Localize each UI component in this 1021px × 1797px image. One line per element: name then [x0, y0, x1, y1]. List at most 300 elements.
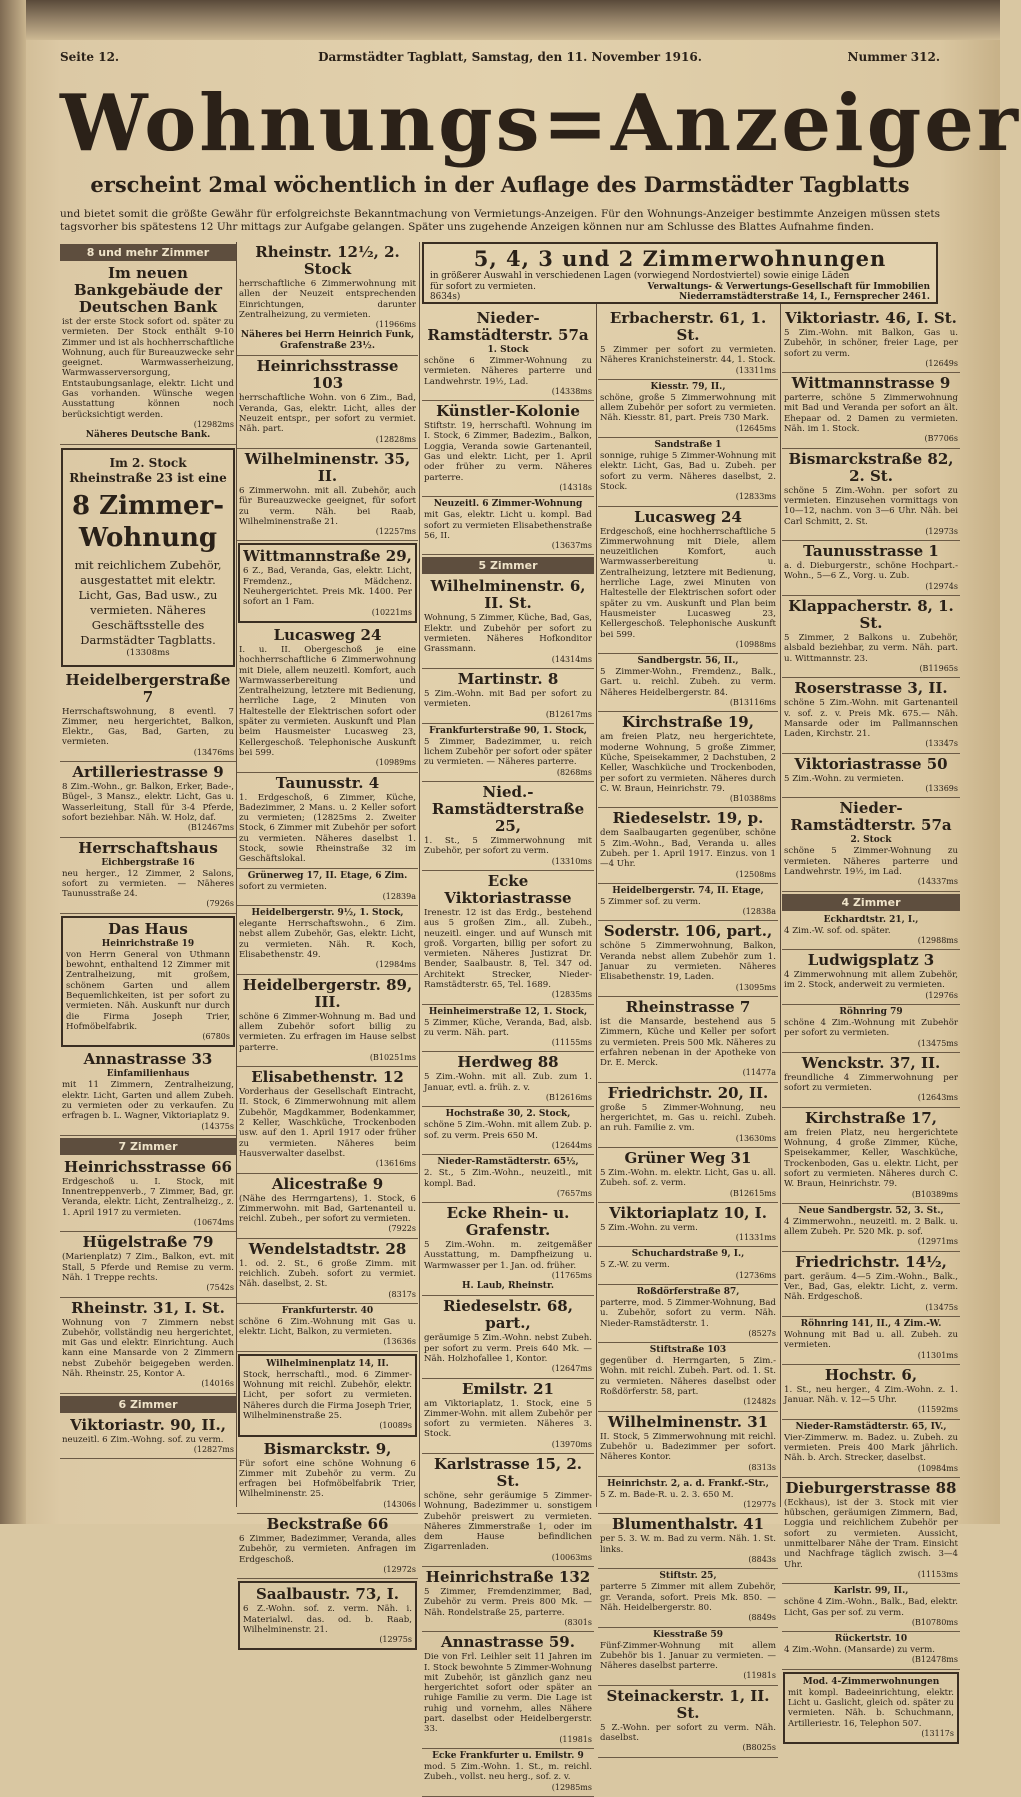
listing-heading: Frankfurterstraße 90, 1. Stock, [429, 725, 587, 736]
listing-heading: Heidelbergerstr. 89, III. [242, 975, 413, 1011]
listing-code: (12982ms [193, 419, 234, 429]
listing-text: am Viktoriaplatz, 1. Stock, eine 5 Zimmer-Wohn. mit allem Zubehör per sofort zu vermieten. Näheres 3. Stock. [424, 1398, 592, 1440]
listing-text: schöne 6 Zimmer-Wohnung m. Bad und allem Zubehör sofort billig zu vermieten. Zu erfragen im Hause selbst parterre. [239, 1011, 416, 1053]
listing [422, 1749, 594, 1797]
listing-text: schöne 4 Zim.-Wohnung mit Zubehör per sofort zu vermieten. [784, 1017, 958, 1039]
listing-text: 4 Zim.-Wohn. (Mansarde) zu verm. [784, 1645, 936, 1656]
listing-heading: Wittmannstrasse 9 [791, 374, 951, 393]
listing-heading: Frankfurterstr. 40 [281, 1305, 374, 1316]
listing [422, 724, 594, 782]
listing [422, 1005, 594, 1053]
featured-intro: Im 2. Stock Rheinstraße 23 ist eine [69, 456, 227, 486]
listing-text: 5 Zimmer, Fremdenzimmer, Bad, Zubehör zu verm. Preis 800 Mk. — Näh. Rondelstraße 25, parterre. [424, 1587, 592, 1618]
listing [422, 1052, 594, 1107]
listing-heading: Nieder-Ramstädterstr. 65½, [437, 1157, 579, 1168]
listing-text: Stiftstr. 19, herrschaftl. Wohnung im I. Stock, 6 Zimmer, Badezim., Balkon, Loggia, Veranda sowie Gartenanteil, Gas und elektr. Licht, per 1. April oder früher zu verm. Näheres parterre. [424, 421, 592, 483]
listing-code: (11155ms [551, 1038, 592, 1048]
listing-text: 6 Zimmerwohn. mit all. Zubehör, auch für Bureauzwecke geeignet, für sofort zu verm. Näh. bei Raab, Wilhelminenstraße 21. [239, 485, 416, 527]
listing-text: schöne 4 Zim.-Wohn., Balk., Bad, elektr. Licht, Gas per sof. zu verm. [784, 1597, 958, 1618]
listing-heading: Heidelbergerstraße 7 [65, 670, 231, 706]
listing [598, 1083, 778, 1148]
banner-ad [422, 242, 938, 304]
listing [598, 1285, 778, 1343]
listing-heading: Lucasweg 24 [273, 625, 382, 644]
dateline: Darmstädter Tagblatt, Samstag, den 11. November 1916. [318, 50, 702, 64]
listing-text: mit Gas, elektr. Licht u. kompl. Bad sofort zu vermieten Elisabethenstraße 56, II. [424, 510, 592, 541]
listing-code: (12977s [743, 1500, 776, 1510]
listing [422, 669, 594, 724]
listing-heading: Roßdörferstraße 87, [636, 1287, 740, 1297]
listing [782, 373, 960, 448]
listing-code: (13310ms [551, 856, 592, 866]
listing-heading: Heinrichstraße 132 [425, 1568, 591, 1587]
listing-text: ist der erste Stock sofort od. später zu vermieten. Der Stock enthält 9-10 Zimmer und ist als hochherrschaftliche Wohnung, auch für Bureauzwecke sehr geeignet. Warmwasserheizung, Warmwasserversorgung, Entstaubungsanlage, elektr. Licht und Gas vorhanden. Wünsche wegen Ausstattung können noch berücksichtigt werden. [62, 317, 234, 420]
listing [60, 1049, 236, 1135]
listing-code: (10221ms [371, 607, 412, 617]
listing [782, 1317, 960, 1365]
listing-heading: Sandbergstr. 56, II., [637, 656, 739, 667]
listing [237, 975, 418, 1067]
listing-code: (B7706s [924, 434, 958, 444]
listing-heading: Lucasweg 24 [634, 507, 742, 526]
listing-heading: Karlstr. 99, II., [833, 1586, 909, 1597]
listing-code: (12833ms [735, 492, 776, 502]
listing-text: Vier-Zimmerw. m. Badez. u. Zubeh. zu vermieten. Preis 400 Mark jährlich. Näh. b. Arch. Strecker, daselbst. [784, 1432, 958, 1464]
listing-text: geräumige 5 Zim.-Wohn. nebst Zubeh. per sofort zu verm. Preis 640 Mk. — Näh. Holzhofallee 1, Kontor. [424, 1333, 592, 1364]
listing-text: II. Stock, 5 Zimmerwohnung mit reichl. Zubehör u. Badezimmer per sofort. Näheres Kontor. [600, 1431, 776, 1463]
listing-boxed [783, 1672, 959, 1744]
featured-text: mit reichlichem Zubehör, ausgestattet mit elektr. Licht, Gas, Bad usw., zu vermieten. Näheres Geschäftsstelle des Darmstädter Tagblatts. [74, 558, 222, 648]
banner-line1: in größerer Auswahl in verschiedenen Lagen (vorwiegend Nordostviertel) sowie einige Läden [430, 271, 850, 281]
page-left-edge [0, 0, 26, 1524]
listing [60, 1157, 236, 1232]
listing-heading: Röhnring 141, II., 4 Zim.-W. [800, 1318, 942, 1329]
listing-heading: Beckstraße 66 [266, 1515, 389, 1534]
page-number: Seite 12. [60, 50, 120, 64]
listing-heading: Annastrasse 59. [441, 1633, 575, 1652]
listing-text: (Marienplatz) 7 Zim., Balkon, evt. mit Stall, 5 Pferde und Remise zu verm. Näh. 1 Treppe rechts. [62, 1252, 234, 1283]
listing-text: mit 11 Zimmern, Zentralheizung, elektr. Licht, Garten und allem Zubeh. zu vermieten oder zu verkaufen. Zu erfragen b. L. Wagner, Viktoriaplatz 9. [62, 1080, 234, 1122]
listing [60, 1415, 236, 1460]
listing-heading: Das Haus [108, 919, 188, 938]
listing-text: 4 Zimmerwohnung mit allem Zubehör, im 2. Stock, anderweit zu vermieten. [784, 970, 958, 991]
page-subtitle: erscheint 2mal wöchentlich in der Auflage des Darmstädter Tagblatts [90, 172, 910, 197]
listing-heading: Heidelbergerstr. 9½, 1. Stock, [251, 908, 404, 919]
listing-heading: Ecke Frankfurter u. Emilstr. 9 [432, 1750, 584, 1761]
listing-text: parterre 5 Zimmer mit allem Zubehör, gr. Veranda, sofort. Preis Mk. 850. — Näh. Heidelbergerstr. 80. [600, 1582, 776, 1613]
listing-text: 5 Zim.-Wohn. m. elektr. Licht, Gas u. all. Zubeh. sof. z. verm. [600, 1167, 776, 1189]
listing-code: (13311ms [735, 365, 776, 375]
listing-heading: Wilhelminenplatz 14, II. [266, 1358, 389, 1369]
listing-code: (12827ms [193, 1444, 234, 1454]
listing-heading: Heinheimerstraße 12, 1. Stock, [428, 1006, 588, 1017]
listing [422, 497, 594, 555]
listing-heading: Kiesstr. 79, II., [650, 381, 726, 392]
listing-heading: Heinrichsstrasse 103 [256, 357, 399, 393]
listing-code: (B13116ms [729, 698, 776, 708]
listing [598, 1477, 778, 1515]
listing-code: (12257ms [375, 527, 416, 537]
listing [782, 541, 960, 596]
listing-heading: Herdweg 88 [457, 1053, 559, 1072]
listing-text: am freien Platz, neu hergerichtete, moderne Wohnung, 5 große Zimmer, Küche, Speisekammer, 2 Dachstuben, 2 Keller, Waschküche und Trockenboden, per sofort zu vermieten. Näheres durch C. W. Braun, Heinrichstr. 79. [600, 732, 776, 794]
listing-code: (12838a [742, 907, 776, 917]
listing [782, 1632, 960, 1670]
listing-code: (8313s [748, 1462, 776, 1472]
listing [237, 1067, 418, 1173]
listing-text: neuzeitl. 6 Zim.-Wohng. sof. zu verm. [62, 1434, 224, 1445]
page-top-edge [0, 0, 1000, 40]
listing-text: 5 Zim.-Wohn. m. zeitgemäßer Ausstattung, m. Dampfheizung u. Warmwasser per 1. Jan. od. früher. [424, 1240, 592, 1271]
listing-heading: Künstler-Kolonie [436, 402, 580, 421]
listing [422, 1155, 594, 1203]
section-header-5-rooms: 5 Zimmer [422, 557, 594, 574]
listing [782, 1252, 960, 1317]
listing [422, 308, 594, 401]
listing-heading: Heinrichsstrasse 66 [64, 1157, 232, 1176]
listing-heading: Nieder-Ramstädterstr. 57a [427, 309, 589, 344]
listing [598, 1247, 778, 1285]
listing [598, 654, 778, 712]
listing [237, 1304, 418, 1352]
listing-heading: Soderstr. 106, part., [603, 922, 773, 941]
listing-heading: Blumenthalstr. 41 [611, 1515, 765, 1534]
listing [422, 871, 594, 1005]
listing-code: (11331ms [735, 1233, 776, 1243]
listing-code: (7542s [206, 1283, 234, 1293]
listing-text: parterre, schöne 5 Zimmerwohnung mit Bad und Veranda per sofort an ält. Ehepaar od. 2 Damen zu vermieten. Näh. im 1. Stock. [784, 393, 958, 435]
listing-code: (12647ms [551, 1364, 592, 1374]
listing-heading: Eckhardtstr. 21, I., [823, 914, 919, 925]
listing-text: mit kompl. Badeeinrichtung, elektr. Licht u. Gaslicht, gleich od. später zu vermieten. Näh. b. Schuchmann, Artilleriestr. 16, Telephon 507. [788, 1687, 954, 1729]
listing [60, 670, 236, 762]
listing-text: 4 Zimmerwohn., neuzeitl. m. 2 Balk. u. allem Zubeh. Pr. 520 Mk. p. sof. [784, 1216, 958, 1238]
section-header-4-rooms: 4 Zimmer [782, 894, 960, 911]
listing [782, 950, 960, 1005]
listing-heading: Stiftstraße 103 [649, 1345, 727, 1356]
listing-heading: Wilhelminenstr. 31 [607, 1412, 769, 1431]
listing-code: (13476ms [193, 747, 234, 757]
listing [422, 1379, 594, 1454]
listing-heading: Im neuen Bankgebäude der Deutschen Bank [73, 264, 223, 316]
listing-heading: Rückertstr. 10 [834, 1634, 908, 1645]
banner-line2-left: für sofort zu vermieten. [430, 281, 536, 292]
listing-heading: Grünerweg 17, II. Etage, 6 Zim. [247, 870, 408, 881]
listing [598, 808, 778, 883]
listing-code: (B8025s [742, 1743, 776, 1753]
listing-heading: Hochstr. 6, [824, 1365, 918, 1384]
listing-text: 5 Zimmer sof. zu verm. [600, 896, 701, 907]
listing-text: freundliche 4 Zimmerwohnung per sofort zu vermieten. [784, 1072, 958, 1094]
listing-text: Irenestr. 12 ist das Erdg., bestehend aus 5 großen Zim., all. Zubeh., neuzeitl. einger. und auf Wunsch mit groß. Vorgarten, billig per sofort zu vermieten. Näheres Justizrat Dr. Bender, Saalbaustr. 8, Tel. 347 od. Architekt Strecker, Nieder-Ramstädterstr. 65, Tel. 1689. [424, 907, 592, 990]
banner-code: 8634s) [430, 292, 461, 302]
column-2 [237, 242, 418, 1645]
listing [598, 1148, 778, 1203]
listing-code: (11592ms [917, 1405, 958, 1415]
listing-text: 5 Zimmer per sofort zu vermieten. Näheres Kranichsteinerstr. 44, 1. Stock. [600, 345, 776, 366]
listing-code: (B12616ms [545, 1093, 592, 1103]
listing-code: (11301ms [917, 1350, 958, 1360]
listing-text: Wohnung, 5 Zimmer, Küche, Bad, Gas, Elektr. und Zubehör per sofort zu vermieten. Näheres Hofkonditor Grassmann. [424, 613, 592, 655]
listing-code: (13308ms [126, 648, 170, 659]
listing-text: 1. od. 2. St., 6 große Zimm. mit reichlich. Zubeh. sofort zu vermiet. Näh. daselbst, 2. St. [239, 1258, 416, 1290]
column-rule [419, 242, 420, 1507]
listing-text: schöne, sehr geräumige 5 Zimmer-Wohnung, Badezimmer u. sonstigem Zubehör preiswert zu vermieten. Näheres Zimmerstraße 1, oder im dem Hause befindlichen Zigarrenladen. [424, 1491, 592, 1553]
listing-text: 5 Zim.-Wohn. zu verm. [600, 1222, 698, 1233]
listing-text: von Herrn General von Uthmann bewohnt, enthaltend 12 Zimmer mit Zentralheizung, mit großem, schönem Garten und allem Bequemlichkeiten, ist per sofort zu vermieten. Näh. Auskunft nur durch die Firma Joseph Trier, Hofmöbelfabrik. [66, 949, 230, 1032]
listing-heading: Dieburgerstrasse 88 [785, 1478, 957, 1497]
listing-contact: H. Laub, Rheinstr. [461, 1281, 555, 1292]
listing-heading: Neuzeitl. 6 Zimmer-Wohnung [433, 499, 583, 510]
listing-heading: Elisabethenstr. 12 [251, 1068, 404, 1087]
listing-heading: Herrschaftshaus [78, 838, 218, 857]
listing [782, 913, 960, 951]
listing-heading: Wittmannstraße 29, [243, 547, 412, 566]
banner-line2-right: Verwaltungs- & Verwertungs-Gesellschaft für Immobilien [647, 281, 930, 292]
listing-code: (13117s [921, 1728, 954, 1738]
listing-text: a. d. Dieburgerstr., schöne Hochpart.-Wohn., 5—6 Z., Vorg. u. Zub. [784, 561, 958, 582]
listing-text: sofort zu vermieten. [239, 881, 327, 892]
listing-heading: Taunusstr. 4 [275, 773, 380, 792]
listing-text: 4 Zim.-W. sof. od. später. [784, 925, 891, 936]
listing-code: (13095ms [735, 982, 776, 992]
listing [422, 782, 594, 871]
listing-heading: Steinackerstr. 1, II. St. [606, 1686, 770, 1722]
listing-code: (14016s [201, 1379, 234, 1389]
listing [782, 1005, 960, 1053]
listing-text: ist die Mansarde, bestehend aus 5 Zimmern, Küche und Keller per sofort zu vermieten. Preis 500 Mk. Näheres zu erfahren nebenan in der Apotheke von Dr. E. Merck. [600, 1016, 776, 1069]
listing [422, 401, 594, 497]
listing [237, 356, 418, 448]
listing-heading: Riedeselstr. 68, part., [443, 1297, 573, 1333]
listing-code: (B12617ms [545, 709, 592, 719]
listing-code: (10988ms [735, 639, 776, 649]
listing-code: (8317s [388, 1289, 416, 1299]
listing [598, 380, 778, 438]
listing [598, 1203, 778, 1248]
column-rule [596, 242, 597, 1507]
featured-listing [61, 448, 235, 666]
listing-text: 5 Zim.-Wohn. zu vermieten. [784, 773, 904, 784]
listing-text: 5 Zim.-Wohn. mit Balkon, Gas u. Zubehör, in schöner, freier Lage, per sofort zu verm. [784, 328, 958, 359]
listing [598, 712, 778, 808]
listing-boxed [238, 543, 417, 622]
listing-code: (8527s [748, 1328, 776, 1338]
listing-heading: Wilhelminenstr. 6, II. St. [430, 577, 586, 613]
listing [782, 1584, 960, 1632]
listing [782, 1478, 960, 1584]
listing-code: (B10251ms [369, 1052, 416, 1062]
listing-heading: Wendelstadtstr. 28 [248, 1239, 407, 1258]
listing-code: (11477a [742, 1068, 776, 1078]
listing-text: 1. St., 5 Zimmerwohnung mit Zubehör, per sofort zu verm. [424, 836, 592, 857]
listing-heading: Hügelstraße 79 [82, 1233, 214, 1252]
listing-code: (10089s [379, 1421, 412, 1431]
listing-code: (10674ms [193, 1218, 234, 1228]
listing-text: 5 Zimmer, Küche, Veranda, Bad, alsb. zu verm. Näh. part. [424, 1017, 592, 1038]
listing [598, 884, 778, 922]
listing-text: gegenüber d. Herrngarten, 5 Zim.-Wohn. mit reichl. Zubeh. Part. od. 1. St. zu vermieten. Näheres daselbst oder Roßdörferstr. 58, part. [600, 1356, 776, 1398]
listing [60, 762, 236, 837]
listing [782, 1420, 960, 1478]
column-1 [60, 242, 236, 1512]
listing [782, 678, 960, 753]
listing-code: (12972s [383, 1564, 416, 1574]
listing-text: mod. 5 Zim.-Wohn. 1. St., m. reichl. Zubeh., vollst. neu herg., sof. z. v. [424, 1761, 592, 1783]
listing-code: (B10389ms [911, 1189, 958, 1199]
listing [237, 1514, 418, 1579]
listing [598, 1628, 778, 1686]
listing-heading: Alicestraße 9 [271, 1174, 384, 1193]
listing-text: 5 Zimmer-Wohn., Fremdenz., Balk., Gart. u. reichl. Zubeh. zu verm. Näheres Heidelbergerstr. 84. [600, 667, 776, 698]
listing-text: 5 Z. m. Bade-R. u. 2. 3. 650 M. [600, 1489, 734, 1500]
listing-text: schöne 5 Zim.-Wohn. mit allem Zub. p. sof. zu verm. Preis 650 M. [424, 1120, 592, 1141]
listing-code: (B10388ms [729, 794, 776, 804]
listing-text: 6 Z.-Wohn. sof. z. verm. Näh. i. Materialwl. das. od. b. Raab, Wilhelminenstr. 21. [243, 1604, 412, 1635]
listing [422, 1567, 594, 1632]
listing [782, 798, 960, 891]
listing-boxed [238, 1354, 417, 1437]
listing-code: (6780s [202, 1032, 230, 1042]
listing-text: elegante Herrschaftswohn., 6 Zim. nebst allem Zubehör, Gas, elektr. Licht, zu vermieten. Näh. R. Koch, Elisabethenstr. 49. [239, 919, 416, 961]
listing-heading: Nieder-Ramstädterstr. 57a [790, 799, 952, 835]
listing-heading: Rheinstr. 12½, 2. Stock [255, 243, 400, 278]
listing-heading: Grüner Weg 31 [624, 1148, 752, 1167]
listing-code: (12988ms [917, 935, 958, 945]
listing [237, 242, 418, 356]
listing-code: (13970ms [551, 1439, 592, 1449]
listing-heading: Viktoriastr. 46, I. St. [785, 309, 957, 327]
listing-text: herrschaftliche Wohn. von 6 Zim., Bad, Veranda, Gas, elektr. Licht, alles der Neuzeit entspr., per sofort zu vermiet. Näh. part. [239, 393, 416, 435]
listing-text: schöne 5 Zimmerwohnung, Balkon, Veranda nebst allem Zubehör zum 1. Januar zu vermieten. Näheres Elisabethenstr. 19, Laden. [600, 941, 776, 983]
listing-heading: Sandstraße 1 [654, 440, 722, 451]
listing-code: (11153ms [917, 1569, 958, 1579]
listing-heading: Ecke Viktoriastrasse [444, 871, 572, 907]
listing-heading: Neue Sandbergstr. 52, 3. St., [798, 1205, 944, 1216]
listing [237, 1439, 418, 1514]
listing-text: 8 Zim.-Wohn., gr. Balkon, Erker, Bade-, Bügel-, 3 Mansz., elektr. Licht, Gas u. Wasserleitung, Stall für 3-4 Pferde, sofort beziehbar. Näh. W. Holz, daf. [62, 782, 234, 823]
listing-heading: Riedeselstr. 19, p. [612, 809, 764, 828]
listing-text: schöne 6 Zim.-Wohnung mit Gas u. elektr. Licht, Balkon, zu vermieten. [239, 1316, 416, 1338]
listing-heading: Kiesstraße 59 [652, 1629, 724, 1640]
listing-boxed [238, 1581, 417, 1650]
column-4 [598, 308, 778, 1753]
listing-heading: Wenckstr. 37, II. [801, 1053, 941, 1072]
listing [422, 1632, 594, 1749]
column-3 [422, 308, 594, 1792]
banner-address: Niederramstädterstraße 14, I., Fernsprecher 2461. [679, 292, 930, 302]
listing-text: herrschaftliche 6 Zimmerwohnung mit allen der Neuzeit entsprechenden Einrichtungen, darunter Zentralheizung, zu vermieten. [239, 279, 416, 320]
column-5 [782, 308, 960, 1738]
listing [782, 1365, 960, 1420]
listing [598, 308, 778, 380]
listing [422, 1296, 594, 1378]
listing-heading: Artilleriestrasse 9 [72, 763, 224, 782]
listing-code: (14375s [201, 1121, 234, 1131]
listing-heading: Hochstraße 30, 2. Stock, [445, 1109, 571, 1120]
listing [598, 997, 778, 1083]
listing-text: parterre, mod. 5 Zimmer-Wohnung, Bad u. Zubehör, sofort zu verm. Näh. Nieder-Ramstädterstr. 1. [600, 1298, 776, 1329]
listing-text: 5 Zim.-Wohn. mit Bad per sofort zu vermieten. [424, 688, 592, 710]
listing [782, 1053, 960, 1108]
listing-text: 5 Zim.-Wohn. mit all. Zub. zum 1. Januar, evtl. a. früh. z. v. [424, 1072, 592, 1093]
listing [237, 773, 418, 869]
listing-text: neu herger., 12 Zimmer, 2 Salons, sofort zu vermieten. — Näheres Taunusstraße 24. [62, 868, 234, 900]
listing-text: am freien Platz, neu hergerichtete Wohnung, 4 große Zimmer, Küche, Speisekammer, Keller, Waschküche, Trockenboden, Gas u. elektr. Licht, per sofort zu vermieten. Näheres durch C. W. Braun, Heinrichstr. 79. [784, 1127, 958, 1190]
listing-code: (14318s [559, 482, 592, 492]
listing-text: part. geräum. 4—5 Zim.-Wohn., Balk., Ver., Bad, Gas, elektr. Licht, z. verm. Näh. Erdgeschoß. [784, 1271, 958, 1303]
listing [237, 449, 418, 541]
listing-text: 5 Z.-W. zu verm. [600, 1260, 670, 1271]
listing-boxed [61, 916, 235, 1048]
listing-text: 5 Zimmer, 2 Balkons u. Zubehör, alsbald beziehbar, zu verm. Näh. part. u. Wittmannstr. 23. [784, 633, 958, 664]
listing-subheading: Einfamilienhaus [106, 1069, 190, 1080]
banner-row [430, 282, 930, 293]
listing-heading: Viktoriastrasse 50 [794, 754, 948, 773]
listing-heading: Schuchardstraße 9, I., [631, 1249, 745, 1260]
listing-code: (11981s [559, 1734, 592, 1744]
listing-heading: Bismarckstraße 82, 2. St. [788, 449, 954, 485]
listing-text: schöne, große 5 Zimmerwohnung mit allem Zubehör per sofort zu vermieten. Näh. Kiesstr. 81, part. Preis 730 Mark. [600, 392, 776, 424]
listing-subheading: Heinrichstraße 19 [101, 938, 195, 949]
listing-contact: Näheres bei Herrn Heinrich Funk, Grafenstraße 23½. [240, 330, 415, 352]
listing [598, 1514, 778, 1569]
listing-heading: Heidelbergerstr. 74, II. Etage, [612, 885, 764, 896]
listing [422, 1107, 594, 1155]
listing-code: (12974s [925, 581, 958, 591]
listing-contact: Näheres Deutsche Bank. [85, 430, 211, 441]
listing [598, 921, 778, 996]
listing-code: (12736ms [735, 1270, 776, 1280]
listing-text: Herrschaftswohnung, 8 eventl. 7 Zimmer, neu hergerichtet, Balkon, Elektr., Gas, Bad, Garten, zu vermieten. [62, 706, 234, 748]
listing-text: große 5 Zimmer-Wohnung, neu hergerichtet, m. Gas u. reichl. Zubeh. an ruh. Familie z. vm. [600, 1102, 776, 1134]
page-title: Wohnungs=Anzeiger [60, 78, 1021, 169]
listing-code: (11966ms [375, 320, 416, 330]
listing [598, 1569, 778, 1627]
listing [60, 263, 236, 445]
listing-code: (12835ms [551, 990, 592, 1000]
listing [60, 838, 236, 914]
banner-row-2 [430, 292, 930, 303]
listing-heading: Taunusstrasse 1 [803, 542, 939, 561]
listing-code: (10989ms [375, 758, 416, 768]
featured-heading: 8 Zimmer-Wohnung [71, 491, 225, 554]
listing-heading: Rheinstrasse 7 [625, 997, 751, 1016]
listing [237, 625, 418, 773]
intro-text: und bietet somit die größte Gewähr für erfolgreichste Bekanntmachung von Vermietungs-Anzeigen. Für den Wohnungs-Anzeiger bestimmte Anzeigen müssen stets tagsvorher bis spätestens 12 Uhr mittags zur Aufgabe gelangen. Später uns zugehende Anzeigen können nur am Schlusse des Blattes Aufnahme finden. [60, 208, 940, 233]
listing-code: (12984ms [375, 960, 416, 970]
listing-text: 1. St., neu herger., 4 Zim.-Wohn. z. 1. Januar. Näh. v. 12—5 Uhr. [784, 1384, 958, 1406]
listing-code: (12839a [382, 891, 416, 901]
listing-text: schöne 5 Zimmer-Wohnung zu vermieten. Näheres parterre und Landwehrstr. 19½, im Lad. [784, 846, 958, 877]
listing-code: (12644ms [551, 1140, 592, 1150]
listing-code: (12482s [743, 1397, 776, 1407]
listing-code: (13475ms [917, 1038, 958, 1048]
listing-code: (B10780ms [911, 1617, 958, 1627]
listing-text: Vorderhaus der Gesellschaft Eintracht, II. Stock, 6 Zimmerwohnung mit allem Zubehör, Magdkammer, Bodenkammer, 2 Keller, Waschküche, Trockenboden usw. auf den 1. April 1917 oder früher zu vermieten. Näheres beim Hausverwalter daselbst. [239, 1087, 416, 1159]
listing-subheading: 1. Stock [487, 345, 529, 355]
listing [60, 1298, 236, 1394]
listing [782, 1108, 960, 1204]
listing-heading: Wilhelminenstr. 35, II. [244, 449, 411, 485]
listing-code: (11765ms [551, 1271, 592, 1281]
listing-heading: Erbacherstr. 61, 1. St. [609, 309, 767, 344]
listing-heading: Viktoriastr. 90, II., [70, 1415, 226, 1434]
listing-code: (B12615ms [729, 1188, 776, 1198]
listing-code: (8843s [748, 1555, 776, 1565]
listing-subheading: Eichbergstraße 16 [101, 857, 195, 868]
column-rule [780, 242, 781, 1507]
